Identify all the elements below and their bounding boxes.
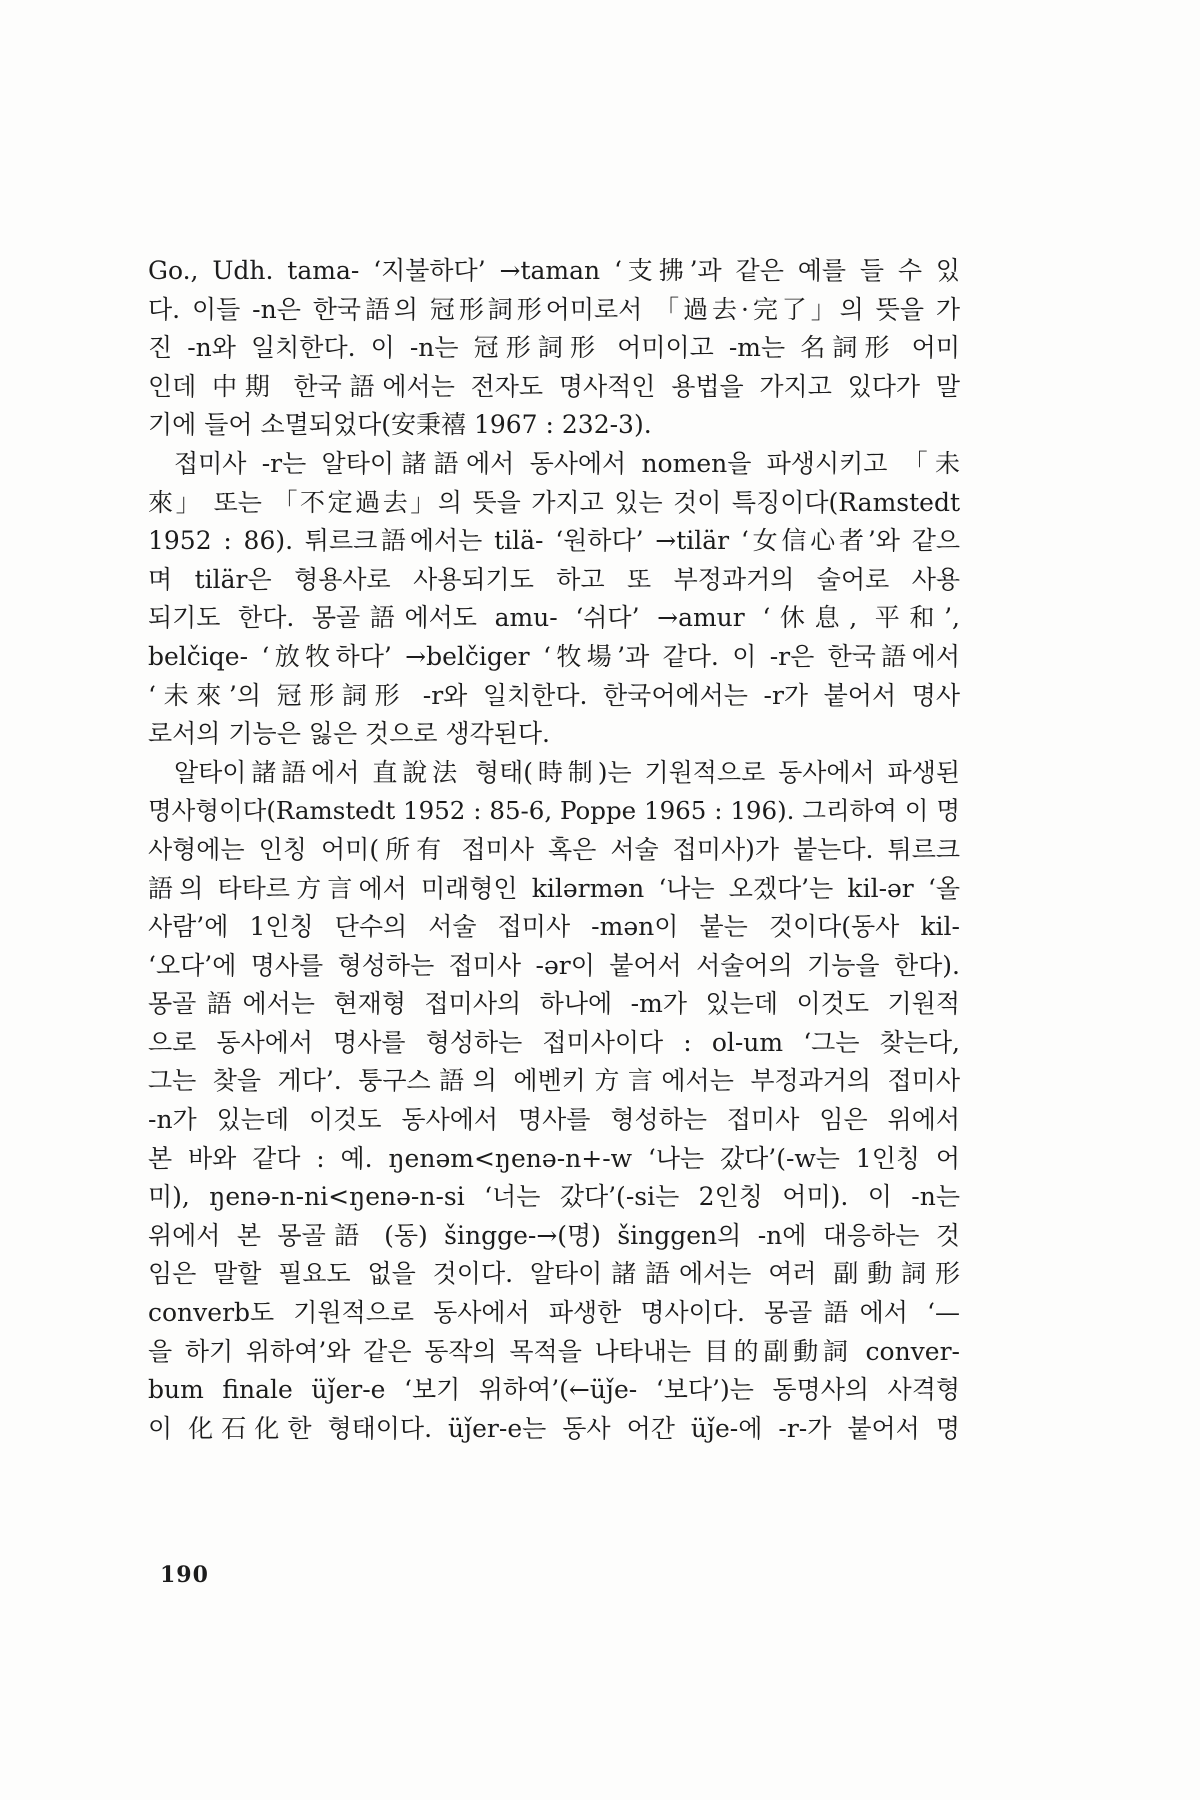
text-line: 으로 동사에서 명사를 형성하는 접미사이다 : ol-um ‘그는 찾는다,	[148, 1027, 960, 1057]
text-line: 사람’에 1인칭 단수의 서술 접미사 -mən이 붙는 것이다(동사 kil-	[148, 912, 960, 942]
text-line: 진 -n와 일치한다. 이 -n는 冠形詞形 어미이고 -m는 名詞形 어미	[148, 333, 960, 363]
text-line: 그는 찾을 게다’. 퉁구스語의 에벤키方言에서는 부정과거의 접미사	[148, 1066, 960, 1096]
text-line: 다. 이들 -n은 한국語의 冠形詞形어미로서 「過去·完了」의 뜻을 가	[148, 294, 960, 324]
text-line: ‘未來’의 冠形詞形 -r와 일치한다. 한국어에서는 -r가 붙어서 명사	[148, 680, 960, 710]
text-line: 임은 말할 필요도 없을 것이다. 알타이諸語에서는 여러 副動詞形	[148, 1259, 960, 1289]
text-line: belčiqe- ‘放牧하다’ →belčiger ‘牧場’과 같다. 이 -r은 한국語에서	[148, 641, 960, 671]
text-line: -n가 있는데 이것도 동사에서 명사를 형성하는 접미사 임은 위에서	[148, 1105, 960, 1135]
page-number: 190	[160, 1562, 209, 1588]
text-line: 사형에는 인칭 어미(所有 접미사 혹은 서술 접미사)가 붙는다. 튀르크	[148, 834, 960, 864]
text-line: 로서의 기능은 잃은 것으로 생각된다.	[148, 719, 550, 749]
body-text	[148, 252, 960, 1448]
text-line: 1952 : 86). 튀르크語에서는 tilä- ‘원하다’ →tilär ‘女信心者’와 같으	[148, 526, 960, 556]
text-line: 인데 中期 한국語에서는 전자도 명사적인 용법을 가지고 있다가 말	[148, 371, 960, 401]
text-line: 미), ŋenə-n-ni<ŋenə-n-si ‘너는 갔다’(-si는 2인칭 어미). 이 -n는	[148, 1182, 960, 1212]
text-line: 기에 들어 소멸되었다(安秉禧 1967 : 232-3).	[148, 410, 652, 440]
text-line: 되기도 한다. 몽골語에서도 amu- ‘쉬다’ →amur ‘休息, 平和’,	[148, 603, 960, 633]
text-line: bum finale üǰer-e ‘보기 위하여’(←üǰe- ‘보다’)는 동명사의 사격형	[148, 1375, 960, 1405]
text-line: Go., Udh. tama- ‘지불하다’ →taman ‘支拂’과 같은 예를 들 수 있	[148, 256, 960, 285]
text-line: 몽골語에서는 현재형 접미사의 하나에 -m가 있는데 이것도 기원적	[148, 989, 960, 1019]
text-line: converb도 기원적으로 동사에서 파생한 명사이다. 몽골語에서 ‘—	[148, 1298, 960, 1328]
text-line: 語의 타타르方言에서 미래형인 kilərmən ‘나는 오겠다’는 kil-ər ‘올	[148, 873, 960, 903]
text-line: 을 하기 위하여’와 같은 동작의 목적을 나타내는 目的副動詞 conver-	[148, 1336, 960, 1366]
text-line: 며 tilär은 형용사로 사용되기도 하고 또 부정과거의 술어로 사용	[148, 564, 960, 594]
text-line: 본 바와 같다 : 예. ŋenəm<ŋenə-n+-w ‘나는 갔다’(-w는 1인칭 어	[148, 1143, 960, 1173]
text-line: 알타이諸語에서 直說法 형태(時制)는 기원적으로 동사에서 파생된	[174, 757, 960, 787]
text-line: 명사형이다(Ramstedt 1952 : 85-6, Poppe 1965 : 196). 그리하여 이 명	[148, 796, 960, 826]
text-line: 접미사 -r는 알타이諸語에서 동사에서 nomen을 파생시키고 「未	[174, 448, 960, 478]
text-line: 來」 또는 「不定過去」의 뜻을 가지고 있는 것이 특징이다(Ramstedt	[148, 487, 960, 517]
text-line: ‘오다’에 명사를 형성하는 접미사 -ər이 붙어서 서술어의 기능을 한다).	[148, 950, 960, 980]
text-line: 위에서 본 몽골語 (동) šingge-→(명) šinggen의 -n에 대응하는 것	[148, 1220, 960, 1250]
text-line: 이 化石化한 형태이다. üǰer-e는 동사 어간 üǰe-에 -r-가 붙어서 명	[148, 1413, 960, 1443]
